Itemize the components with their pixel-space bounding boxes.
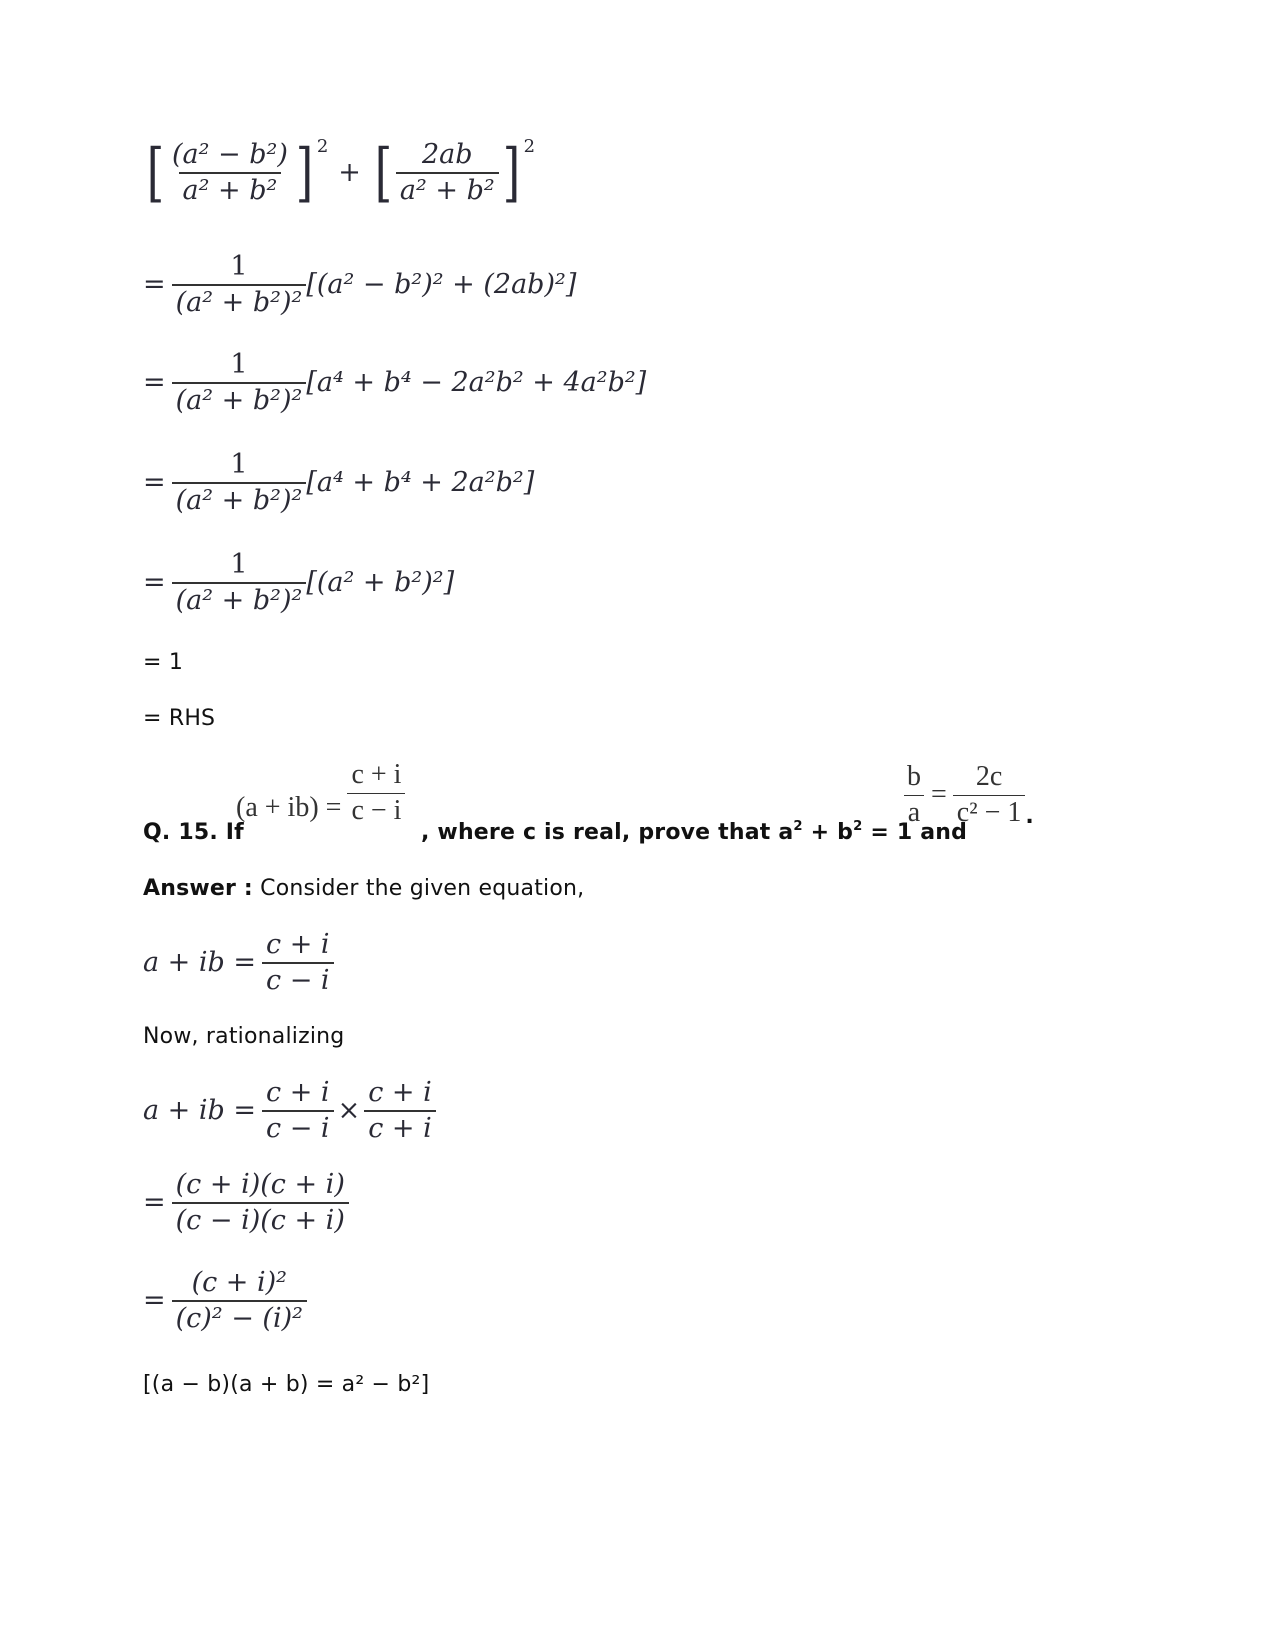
numerator: 2ab: [422, 139, 473, 170]
equals-sign: =: [143, 1187, 166, 1219]
bracket-expression: [a⁴ + b⁴ − 2a²b² + 4a²b²]: [306, 367, 647, 399]
answer-label: Answer :: [143, 876, 253, 901]
step-3: [143, 450, 534, 515]
numerator: 1: [230, 349, 248, 380]
fraction: [172, 252, 307, 317]
numerator: (c + i)²: [191, 1267, 287, 1298]
exponent: 2: [523, 136, 536, 157]
equation-lhs: a + ib =: [143, 947, 257, 979]
superscript: 2: [853, 818, 863, 834]
bracket-expression: [a⁴ + b⁴ + 2a²b²]: [306, 467, 535, 499]
denominator: a² + b²: [396, 172, 499, 206]
numerator: 2c: [975, 761, 1003, 792]
given-fraction: [347, 760, 405, 827]
fraction: [168, 140, 292, 205]
step-4: [143, 550, 454, 615]
numerator: c + i: [266, 1077, 330, 1108]
fraction: [172, 450, 307, 515]
numerator: 1: [230, 449, 248, 480]
step-1: [143, 252, 576, 317]
denominator: c + i: [364, 1110, 436, 1144]
answer-line: [143, 876, 584, 901]
fraction: [262, 930, 334, 995]
fraction: [364, 1078, 436, 1143]
answer-equation-4: [143, 1268, 307, 1333]
answer-equation-2: [143, 1078, 436, 1143]
denominator: (c)² − (i)²: [172, 1300, 307, 1334]
equals-sign: =: [143, 467, 166, 499]
denominator: (a² + b²)²: [172, 482, 307, 516]
denominator: c − i: [347, 793, 405, 827]
lhs-expression: [143, 135, 536, 210]
equals-sign: =: [931, 779, 947, 811]
bracket-expression: [(a² + b²)²]: [306, 567, 455, 599]
left-bracket: [: [146, 135, 165, 210]
question-plus-b: + b: [802, 820, 854, 845]
identity-note: [(a − b)(a + b) = a² − b²]: [143, 1372, 430, 1397]
question-text: [421, 820, 967, 845]
prove-equation: [903, 762, 1034, 829]
equation-lhs: a + ib =: [143, 1095, 257, 1127]
numerator: c + i: [266, 929, 330, 960]
answer-equation-1: [143, 930, 334, 995]
numerator: 1: [230, 251, 248, 282]
question-15: [143, 760, 1143, 850]
denominator: (c − i)(c + i): [172, 1202, 349, 1236]
result-one: = 1: [143, 650, 184, 675]
rhs-fraction: [953, 762, 1026, 829]
denominator: (a² + b²)²: [172, 382, 307, 416]
period: .: [1025, 803, 1034, 829]
b-over-a-fraction: [903, 762, 925, 829]
result-rhs: = RHS: [143, 706, 216, 731]
fraction: [172, 1268, 307, 1333]
times-sign: ×: [337, 1095, 361, 1127]
question-middle-text: , where c is real, prove that a: [421, 820, 794, 845]
answer-text: Consider the given equation,: [260, 876, 585, 901]
given-equation: [236, 760, 405, 827]
question-eq-one-and: = 1 and: [862, 820, 968, 845]
numerator: c + i: [368, 1077, 432, 1108]
right-bracket: ]: [502, 135, 520, 210]
numerator: b: [907, 761, 921, 792]
denominator: c − i: [262, 962, 334, 996]
superscript: 2: [793, 818, 803, 834]
denominator: c − i: [262, 1110, 334, 1144]
step-2: [143, 350, 646, 415]
given-lhs: (a + ib) =: [236, 792, 342, 824]
equals-sign: =: [143, 567, 166, 599]
answer-equation-3: [143, 1170, 349, 1235]
fraction: [396, 140, 499, 205]
denominator: a: [904, 795, 924, 829]
equals-sign: =: [143, 367, 166, 399]
denominator: (a² + b²)²: [172, 582, 307, 616]
fraction: [262, 1078, 334, 1143]
left-bracket: [: [374, 135, 393, 210]
bracket-expression: [(a² − b²)² + (2ab)²]: [306, 269, 577, 301]
question-label: Q. 15. If: [143, 820, 244, 845]
denominator: (a² + b²)²: [172, 284, 307, 318]
plus-sign: +: [338, 157, 361, 189]
numerator: (a² − b²): [171, 139, 288, 170]
numerator: (c + i)(c + i): [175, 1169, 345, 1200]
equals-sign: =: [143, 269, 166, 301]
denominator: c² − 1: [953, 795, 1026, 829]
now-rationalizing: Now, rationalizing: [143, 1024, 345, 1049]
equals-sign: =: [143, 1285, 166, 1317]
fraction: [172, 350, 307, 415]
numerator: c + i: [351, 759, 402, 790]
fraction: [172, 550, 307, 615]
right-bracket: ]: [295, 135, 314, 210]
numerator: 1: [230, 549, 248, 580]
fraction: [172, 1170, 349, 1235]
denominator: a² + b²: [179, 172, 282, 206]
exponent: 2: [316, 136, 329, 157]
